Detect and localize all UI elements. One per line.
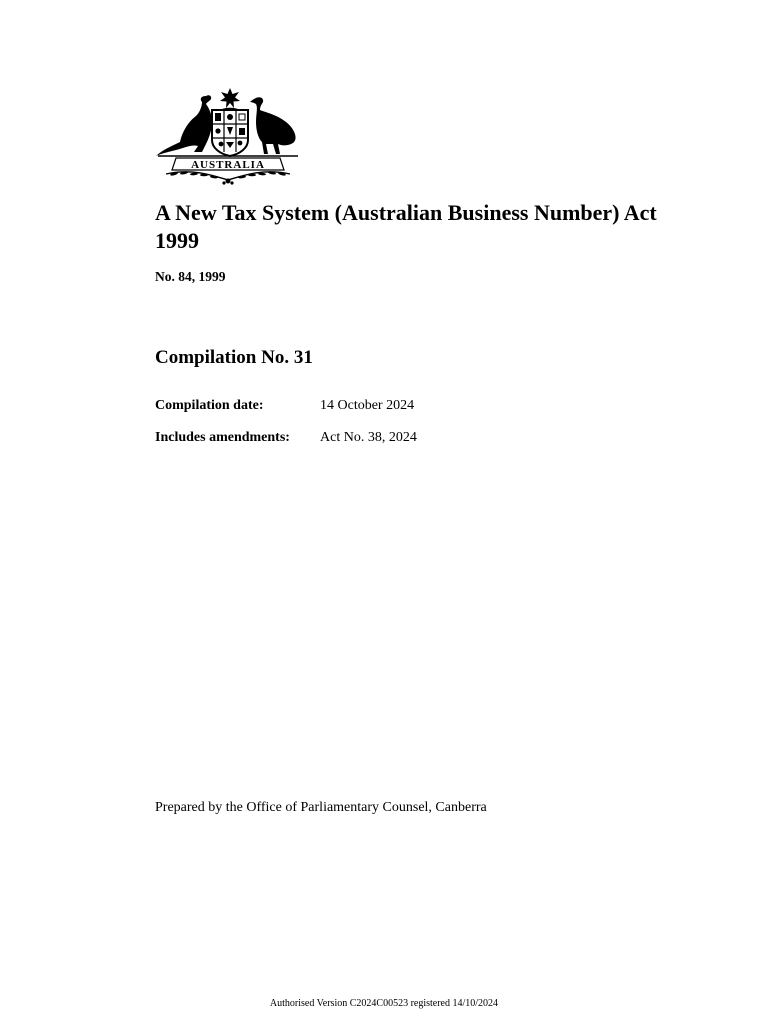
prepared-by-note: Prepared by the Office of Parliamentary Counsel, Canberra (155, 800, 487, 815)
crest-label: AUSTRALIA (191, 159, 265, 171)
commonwealth-star-icon (220, 88, 240, 108)
authorised-version-footer: Authorised Version C2024C00523 registered 14/10/2024 (269, 998, 499, 1009)
act-title: A New Tax System (Australian Business Number) Act 1999 (155, 200, 657, 253)
compilation-date-value: 14 October 2024 (320, 398, 415, 413)
amendments-label: Includes amendments: (155, 430, 290, 445)
kangaroo-icon (156, 95, 212, 156)
amendments-value: Act No. 38, 2024 (320, 430, 417, 445)
compilation-heading: Compilation No. 31 (155, 347, 313, 368)
coat-of-arms-icon (154, 86, 302, 186)
compilation-date-label: Compilation date: (155, 398, 264, 413)
emu-icon (250, 97, 296, 154)
act-number: No. 84, 1999 (155, 269, 226, 284)
